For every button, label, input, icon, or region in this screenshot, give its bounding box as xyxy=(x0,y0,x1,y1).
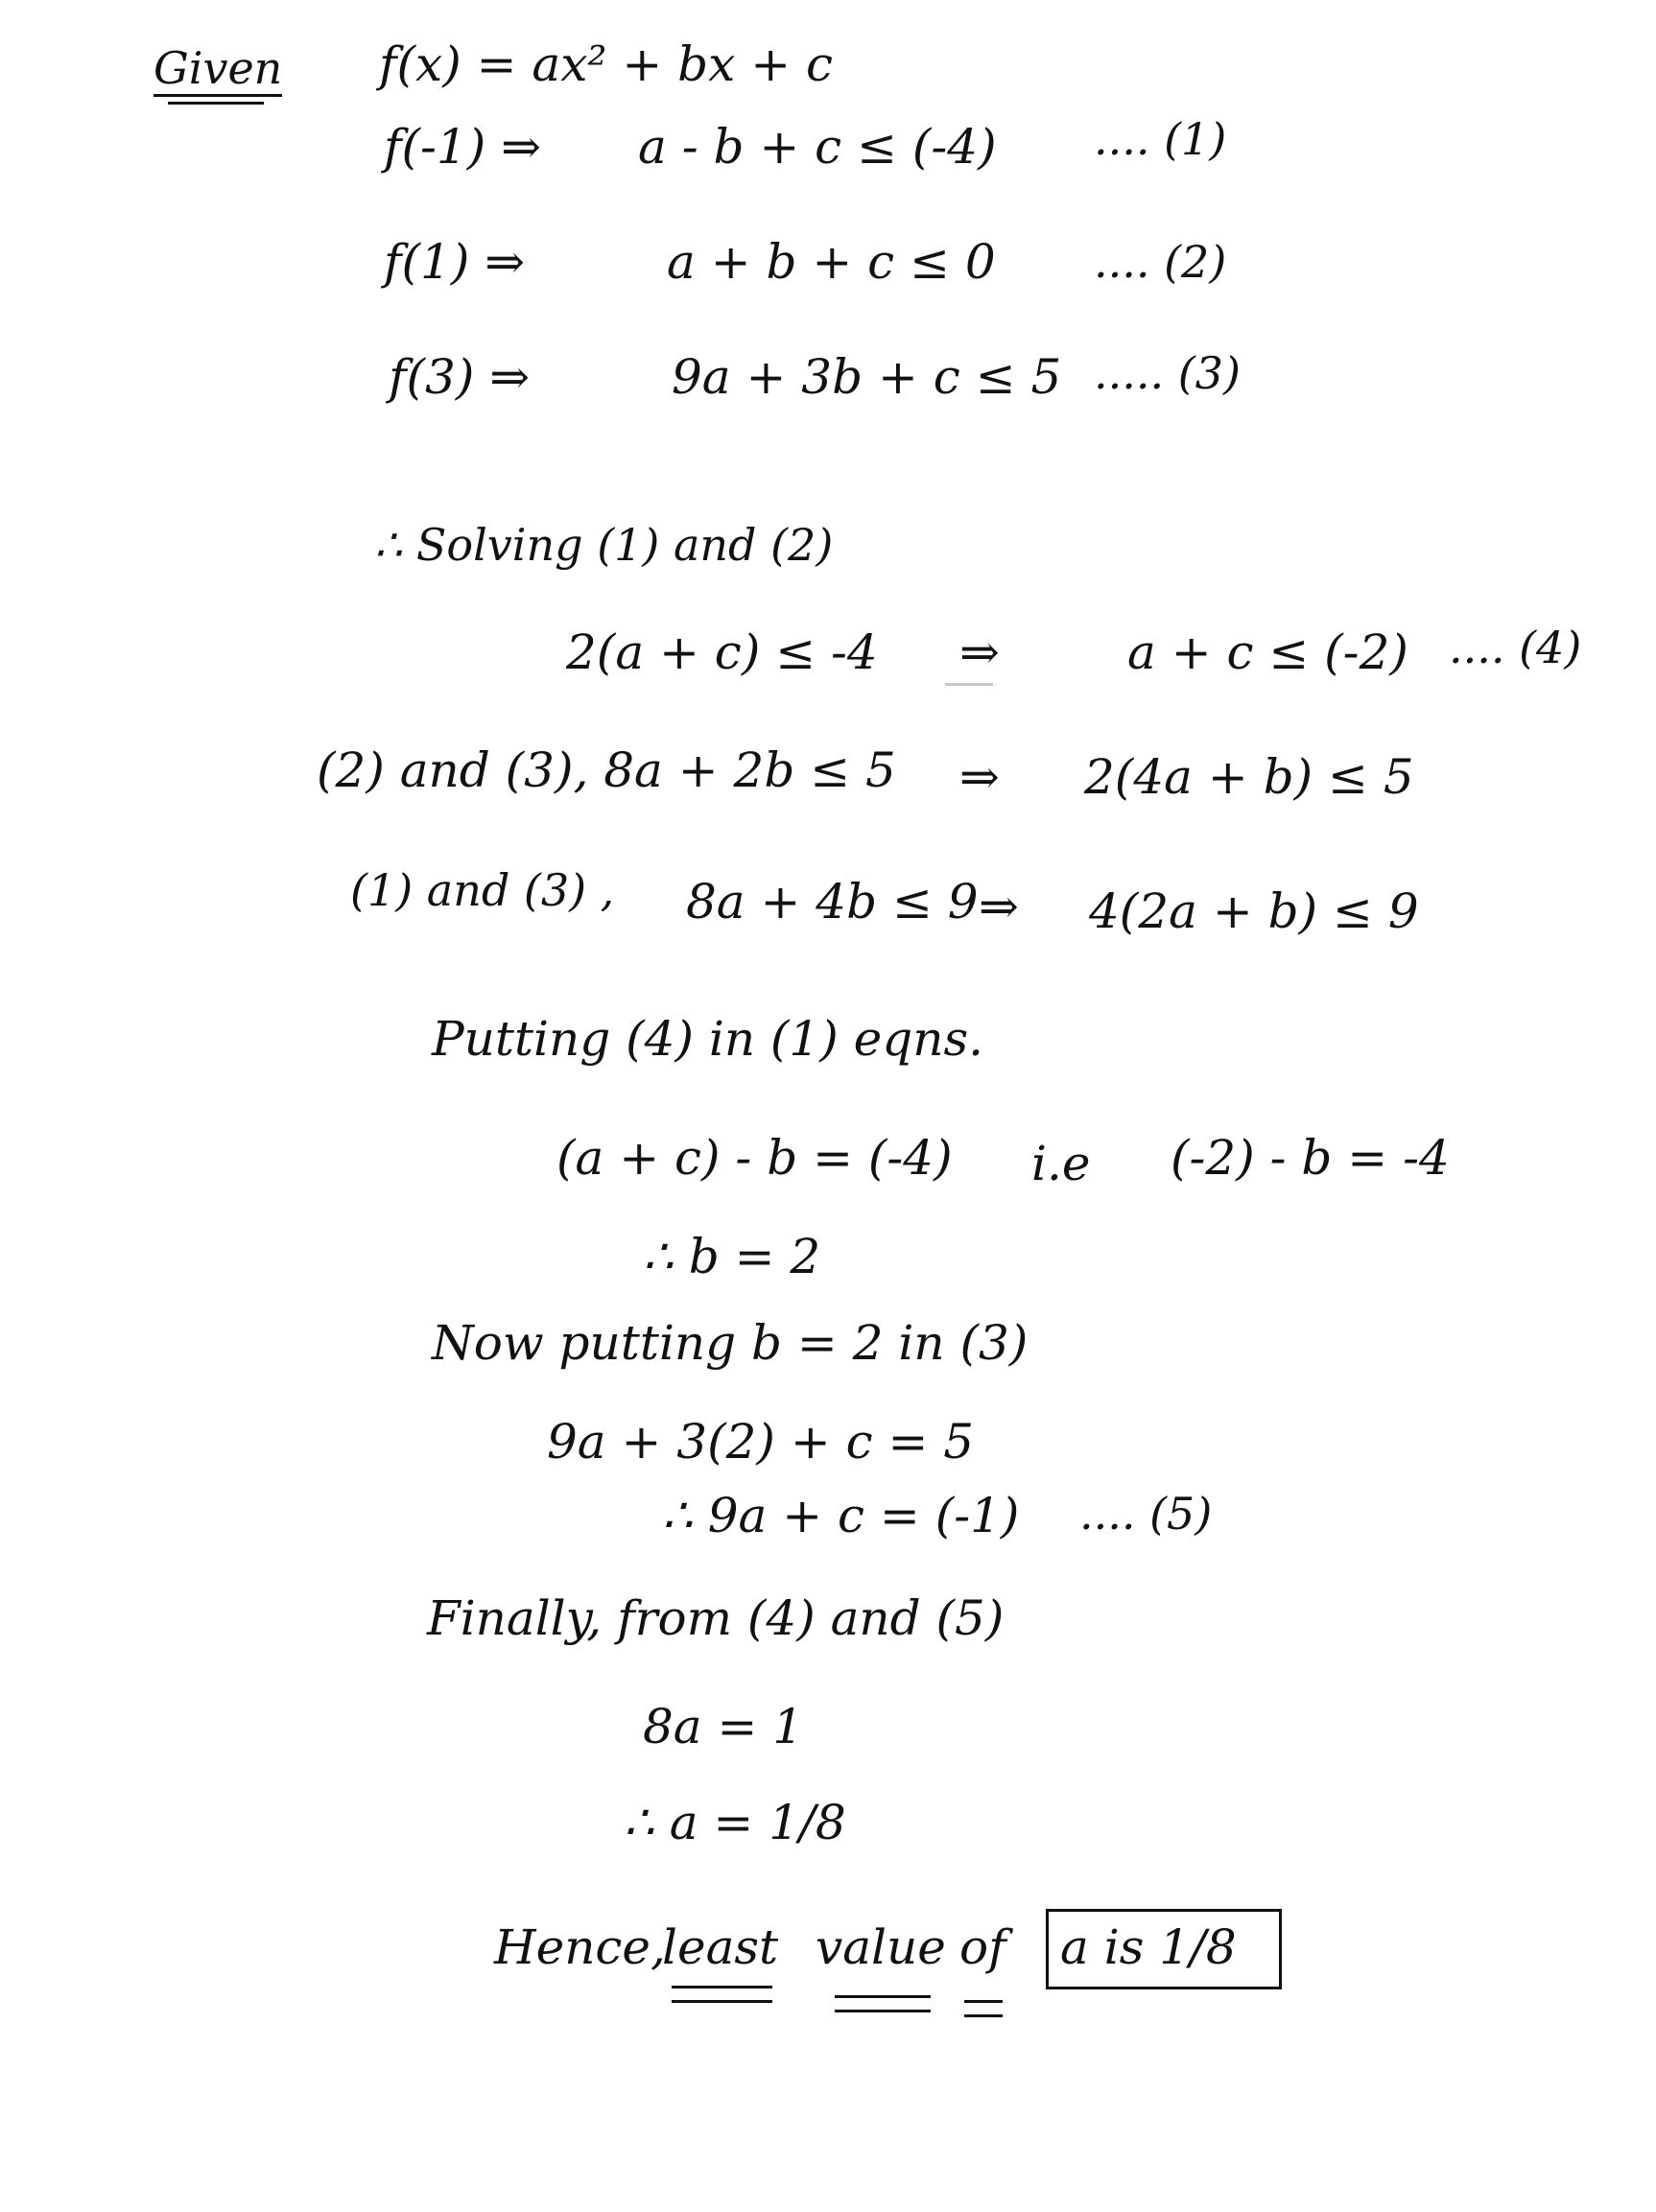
solving-heading: ∴ Solving (1) and (2) xyxy=(374,519,834,571)
condition-3-tag: ..... (3) xyxy=(1094,347,1241,399)
solving-step1-right: a + c ≤ (-2) xyxy=(1127,624,1408,680)
finally-eq2: ∴ a = 1/8 xyxy=(624,1795,846,1850)
putting-eq2: 9a + 3(2) + c = 5 xyxy=(547,1414,975,1470)
least-underline-2 xyxy=(672,2000,772,2003)
given-double-underline xyxy=(168,102,264,105)
condition-1-rhs: a - b + c ≤ (-4) xyxy=(638,119,997,175)
of-underline-1 xyxy=(964,2000,1003,2003)
conclusion-prefix: Hence, xyxy=(494,1919,666,1975)
putting-eq1: (a + c) - b = (-4) xyxy=(556,1130,953,1186)
solving-step2-left: (2) and (3), 8a + 2b ≤ 5 xyxy=(317,742,896,798)
least-underline-1 xyxy=(672,1986,772,1988)
condition-2-lhs: f(1) ⇒ xyxy=(384,234,526,290)
putting-eq3: ∴ 9a + c = (-1) xyxy=(662,1488,1020,1543)
solving-step3-mid: 8a + 4b ≤ 9 xyxy=(686,874,979,930)
solving-step1-left: 2(a + c) ≤ -4 xyxy=(566,624,878,680)
conclusion-least: least xyxy=(662,1919,779,1975)
given-label: Given xyxy=(154,46,282,97)
solving-step1-arrow: ⇒ xyxy=(959,624,1000,680)
condition-1-tag: .... (1) xyxy=(1094,113,1227,165)
condition-3-lhs: f(3) ⇒ xyxy=(389,349,531,405)
value-underline-2 xyxy=(835,2010,931,2012)
putting-eq3-tag: .... (5) xyxy=(1079,1488,1213,1540)
solving-step2-right: 2(4a + b) ≤ 5 xyxy=(1084,749,1414,805)
result-b: ∴ b = 2 xyxy=(643,1229,821,1284)
putting-ie: i.e xyxy=(1031,1136,1091,1191)
finally-heading: Finally, from (4) and (5) xyxy=(427,1590,1005,1646)
solving-step3-arrow: ⇒ xyxy=(979,879,1019,934)
solving-step3-left: (1) and (3) , xyxy=(350,864,615,916)
solving-step3-right: 4(2a + b) ≤ 9 xyxy=(1089,883,1419,939)
now-putting: Now putting b = 2 in (3) xyxy=(432,1315,1029,1371)
function-definition: f(x) = ax² + bx + c xyxy=(379,36,834,92)
putting-heading: Putting (4) in (1) eqns. xyxy=(432,1011,983,1067)
condition-1-lhs: f(-1) ⇒ xyxy=(384,119,542,175)
putting-eq1-sub: (-2) - b = -4 xyxy=(1171,1130,1450,1186)
conclusion-of: of xyxy=(959,1919,1006,1975)
finally-eq1: 8a = 1 xyxy=(643,1699,804,1754)
solving-step1-tag: .... (4) xyxy=(1449,622,1582,673)
solving-step2-arrow: ⇒ xyxy=(959,749,1000,805)
of-underline-2 xyxy=(964,2014,1003,2017)
condition-2-tag: .... (2) xyxy=(1094,236,1227,288)
condition-3-rhs: 9a + 3b + c ≤ 5 xyxy=(672,349,1062,405)
value-underline-1 xyxy=(835,1995,931,1998)
pencil-mark xyxy=(945,683,993,686)
conclusion-value: value xyxy=(816,1919,946,1975)
condition-2-rhs: a + b + c ≤ 0 xyxy=(667,234,996,290)
conclusion-answer: a is 1/8 xyxy=(1060,1919,1237,1975)
